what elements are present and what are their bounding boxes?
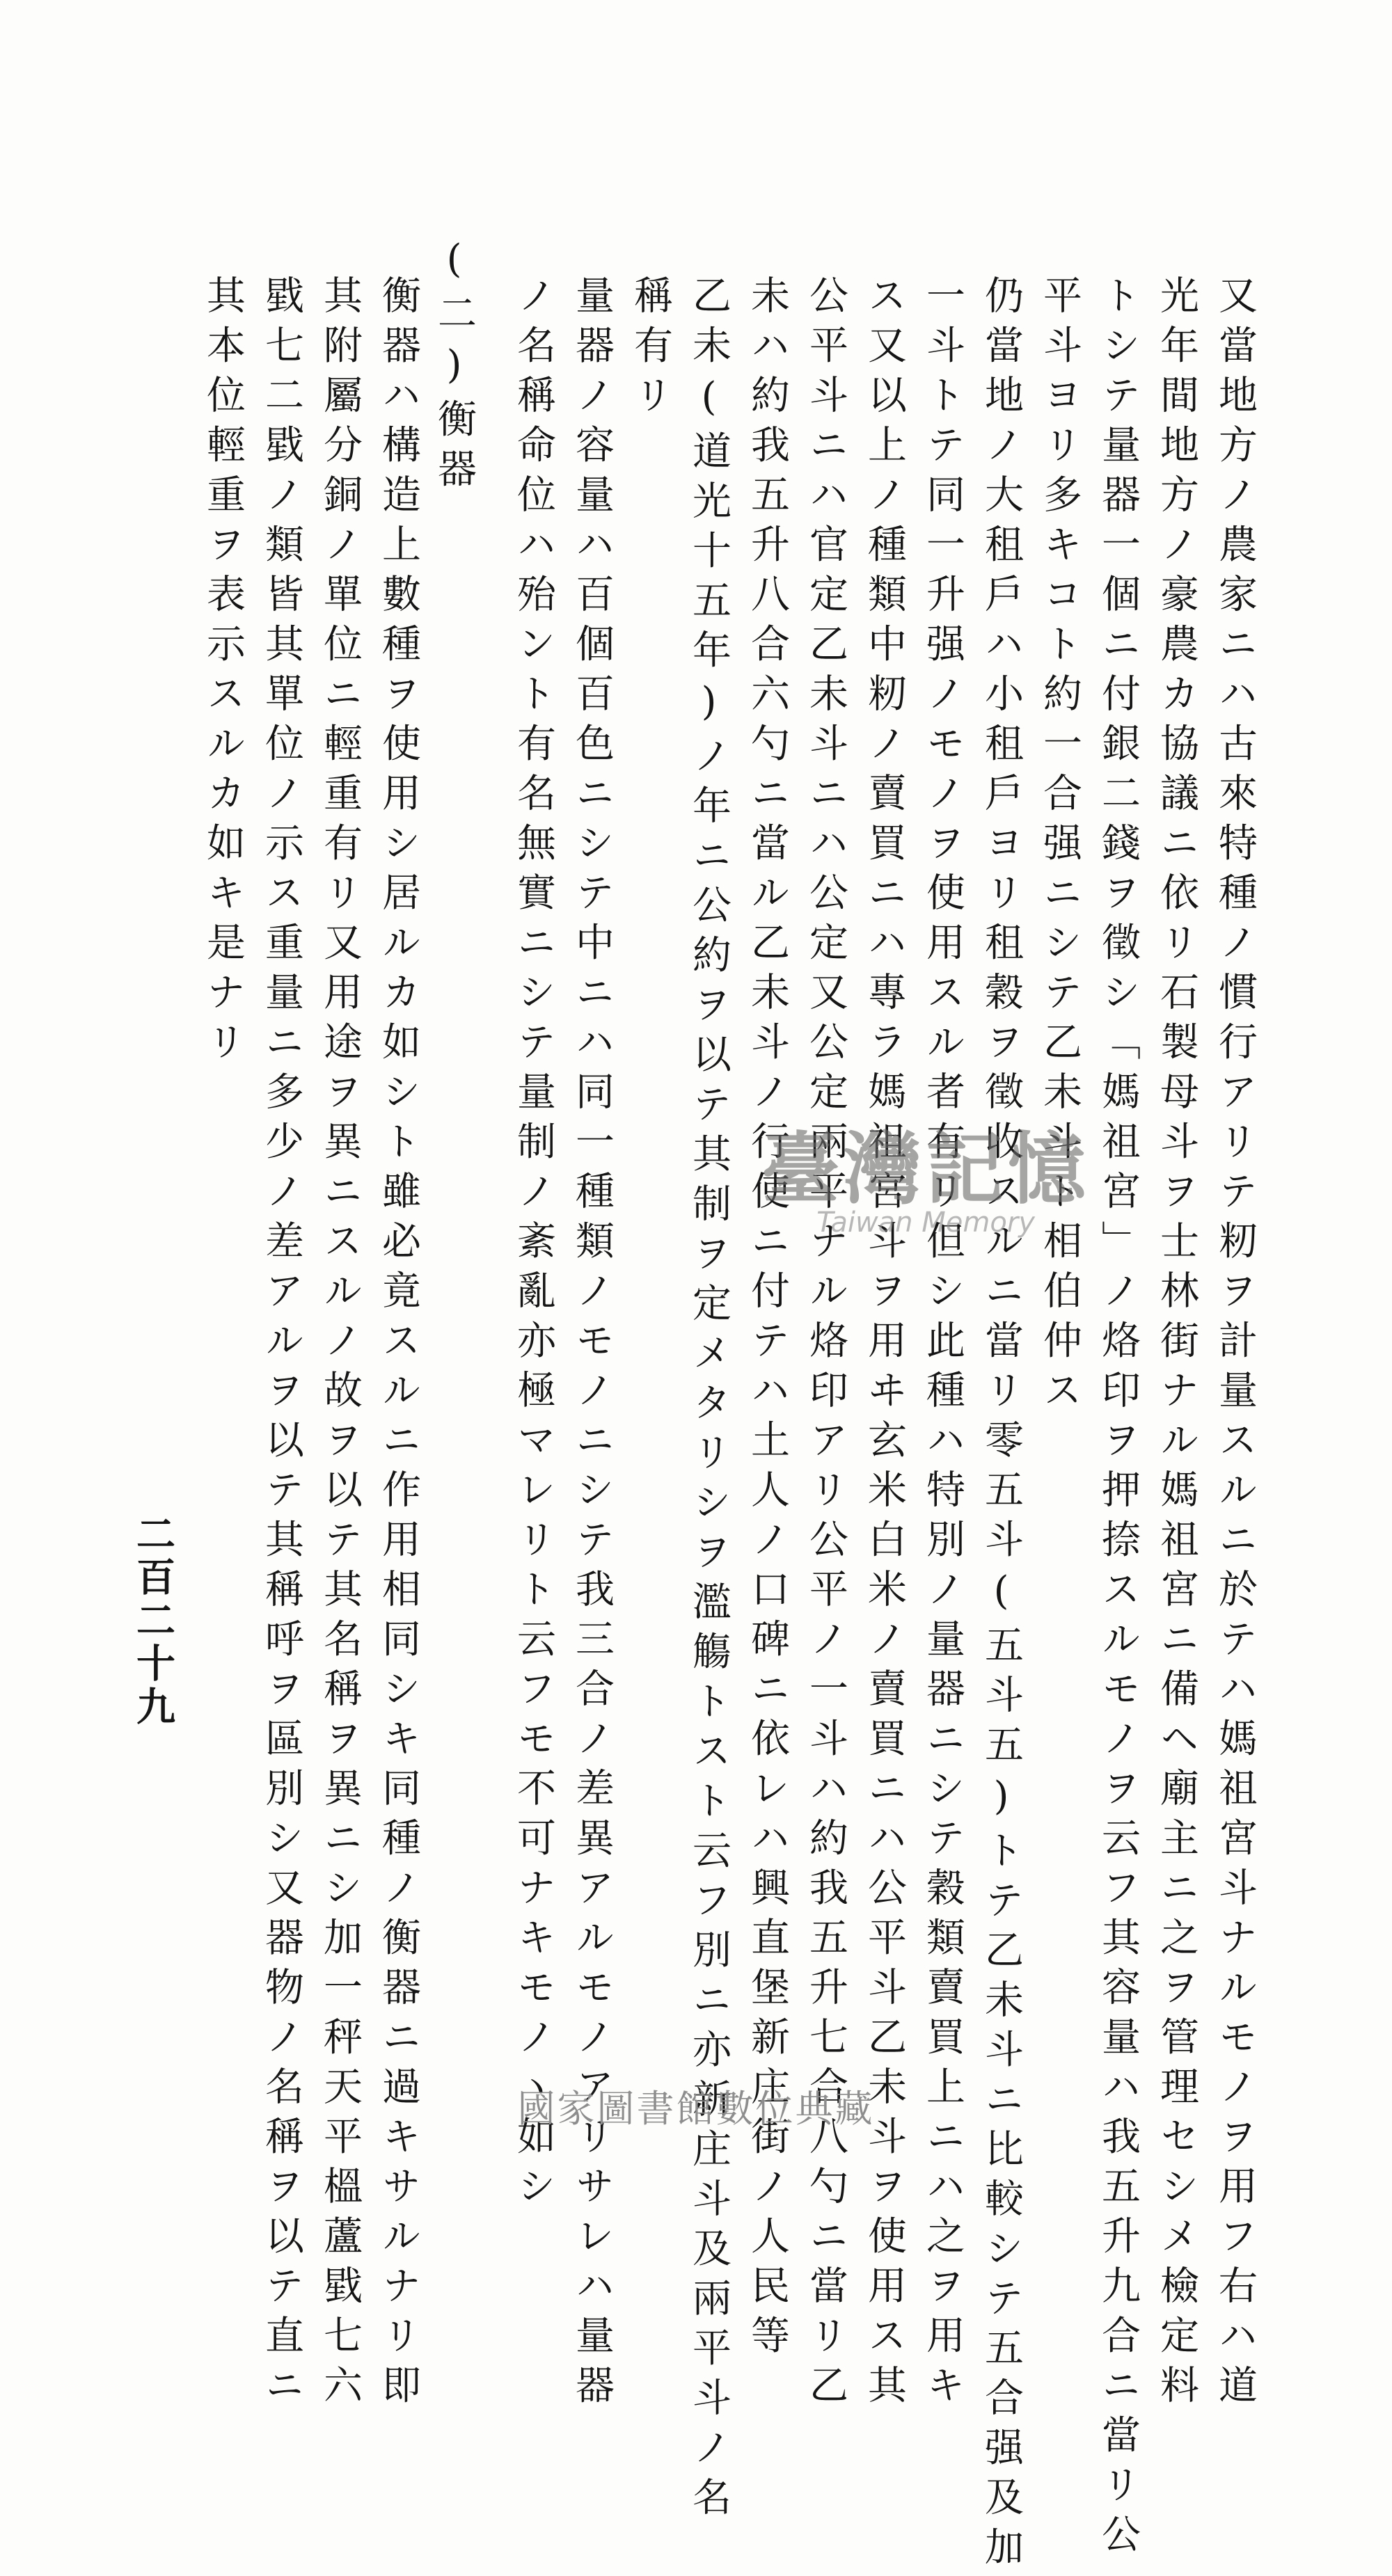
- text-line-15: 衡器ハ構造上數種ヲ使用シ居ルカ如シト雖必竟スルニ作用相同シキ同種ノ衡器ニ過キサルナリ即: [376, 275, 421, 2415]
- text-line-9: 未ハ約我五升八合六勺ニ當ル乙未斗ノ行使ニ付テハ土人ノ口碑ニ依レハ興直堡新庄街ノ人民等: [745, 275, 790, 2364]
- text-line-1: 又當地方ノ農家ニハ古來特種ノ慣行アリテ籾ヲ計量スルニ於テハ媽祖宮斗ナルモノヲ用フ右ハ道: [1212, 275, 1258, 2415]
- watermark-english: Taiwan Memory: [816, 1206, 1035, 1239]
- text-line-17: 戥七二戥ノ類皆其單位ノ示ス重量ニ多少ノ差アルヲ以テ其稱呼ヲ區別シ又器物ノ名稱ヲ以テ直ニ: [259, 275, 304, 2415]
- text-line-13: ノ名稱命位ハ殆ント有名無實ニシテ量制ノ紊亂亦極マレリト云フモ不可ナキモノヽ如シ: [511, 275, 556, 2216]
- section-heading: (二)衡器: [432, 237, 477, 498]
- text-line-6: 一斗トテ同一升强ノモノヲ使用スル者有リ但シ此種ハ特別ノ量器ニシテ穀類賣買上ニハ之ヲ用キ: [920, 275, 965, 2415]
- text-line-12: 量器ノ容量ハ百個百色ニシテ中ニハ同一種類ノモノニシテ我三合ノ差異アルモノアリサレハ量器: [569, 275, 615, 2415]
- text-line-5: 仍當地ノ大租戶ハ小租戶ヨリ租穀ヲ徵收スルニ當リ零五斗(五斗五)トテ乙未斗ニ比較シテ五合强及加: [979, 275, 1024, 2576]
- watermark-chinese: 臺灣記憶: [761, 1123, 1090, 1215]
- taiwan-memory-watermark: [689, 1092, 1162, 1253]
- text-line-16: 其附屬分銅ノ單位ニ輕重有リ又用途ヲ異ニスルノ故ヲ以テ其名稱ヲ異ニシ加一秤天平榲蘆戥七六: [317, 275, 363, 2415]
- text-line-10: 乙未(道光十五年)ノ年ニ公約ヲ以テ其制ヲ定メタリシヲ濫觴トスト云フ別ニ亦新庄斗及兩平斗ノ名: [686, 275, 731, 2527]
- text-line-7: ス又以上ノ種類中籾ノ賣買ニハ專ラ媽祖宮斗ヲ用ヰ玄米白米ノ賣買ニハ公平斗乙未斗ヲ使用ス其: [862, 275, 907, 2415]
- text-line-3: トシテ量器一個ニ付銀二錢ヲ徵シ「媽祖宮」ノ烙印ヲ押捺スルモノヲ云フ其容量ハ我五升九合ニ當リ公: [1096, 275, 1141, 2563]
- text-line-2: 光年間地方ノ豪農カ協議ニ依リ石製母斗ヲ士林街ナル媽祖宮ニ備ヘ廟主ニ之ヲ管理セシメ檢定料: [1154, 275, 1199, 2415]
- text-line-8: 公平斗ニハ官定乙未斗ニハ公定又公定兩平ナル烙印アリ公平ノ一斗ハ約我五升七合八勺ニ當リ乙: [803, 275, 848, 2415]
- text-line-18: 其本位輕重ヲ表示スルカ如キ是ナリ: [200, 275, 246, 1071]
- page-number: 二百二十九: [130, 1513, 176, 1729]
- text-line-4: 平斗ヨリ多キコト約一合强ニシテ乙未斗ト相伯仲ス: [1037, 275, 1082, 1420]
- library-footer: 國家圖書館數位典藏: [517, 2087, 875, 2131]
- text-line-11: 稱有リ: [628, 275, 673, 424]
